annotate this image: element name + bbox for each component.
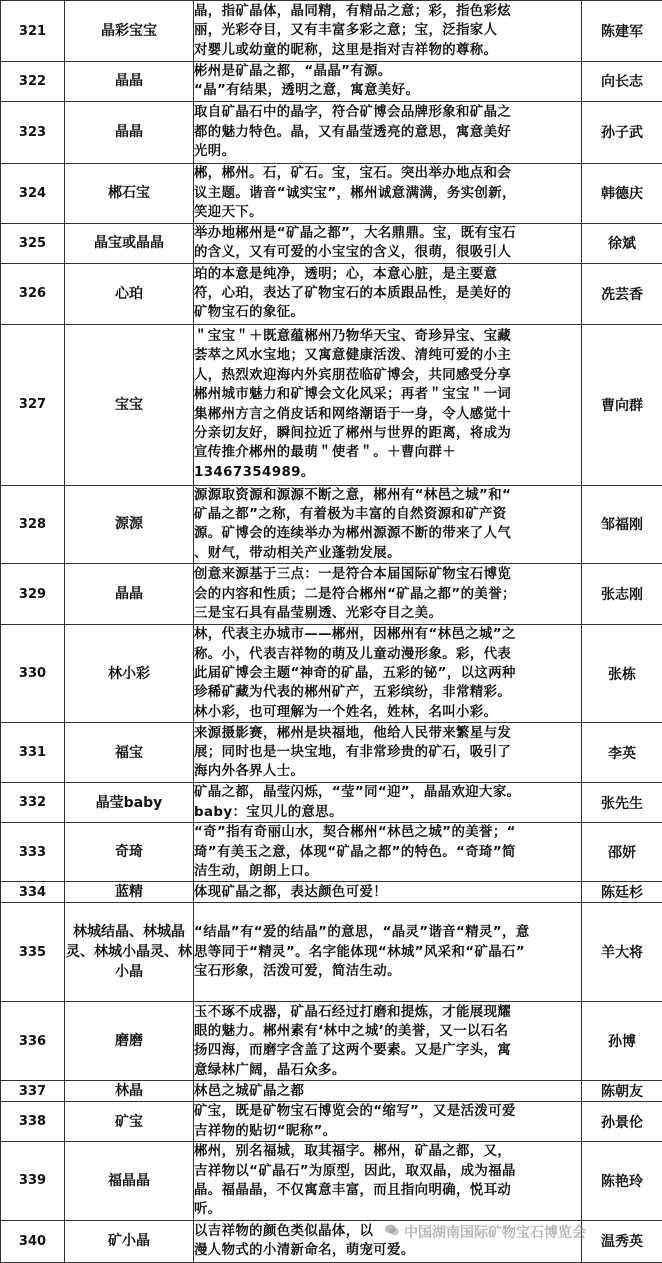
description-line: 海内外各界人士。 [194, 762, 581, 781]
mascot-name: 奇琦 [65, 823, 194, 882]
description-line: 矿宝，既是矿物宝石博览会的“缩写”，又是活泼可爱 [194, 1102, 581, 1121]
watermark-text: 中国湖南国际矿物宝石博览会 [404, 1222, 586, 1242]
description-line: 符，心珀，表达了矿物宝石的本质跟品性，是美好的 [194, 284, 581, 303]
author-name: 陈艳玲 [582, 1142, 662, 1221]
description-line: “晶”有结果，透明之意，寓意美好。 [194, 81, 581, 100]
mascot-name: 林小彩 [65, 625, 194, 723]
name-description [194, 625, 582, 723]
description-line: 取自矿晶石中的晶字，符合矿博会品牌形象和矿晶之 [194, 103, 581, 122]
description-line: 举办地郴州是“矿晶之都”，大名鼎鼎。宝，既有宝石 [194, 224, 581, 243]
entry-number: 323 [1, 101, 65, 163]
author-name: 邵妍 [582, 823, 662, 882]
description-line: 、财气，带动相关产业蓬勃发展。 [194, 544, 581, 563]
author-name: 孙博 [582, 1002, 662, 1081]
description-line: 意绿林广阔，晶石众多。 [194, 1061, 581, 1080]
author-name: 陈建军 [582, 1, 662, 62]
description-line: 玉不琢不成器，矿晶石经过打磨和提炼，才能展现耀 [194, 1003, 581, 1022]
description-line: 此届矿博会主题“神奇的矿晶，五彩的铋”，以这两种 [194, 664, 581, 683]
description-line: 林邑之城矿晶之都 [194, 1082, 581, 1101]
description-line: 体现矿晶之都，表达颜色可爱！ [194, 883, 581, 902]
author-name: 陈朝友 [582, 1081, 662, 1102]
description-line: 源源取资源和源源不断之意，郴州有“林邑之城”和“ [194, 486, 581, 505]
name-description [194, 263, 582, 324]
mascot-name: 郴石宝 [65, 163, 194, 223]
name-description [194, 882, 582, 903]
mascot-name: 宝宝 [65, 324, 194, 485]
table-row [1, 223, 662, 263]
description-line: 议主题。谐音“诚实宝”，郴州诚意满满，务实创新， [194, 184, 581, 203]
name-description [194, 903, 582, 1002]
description-line: 荟萃之风水宝地；又寓意健康活泼、清纯可爱的小主 [194, 346, 581, 365]
description-line: 光明。 [194, 142, 581, 161]
name-description [194, 101, 582, 163]
entry-number: 321 [1, 1, 65, 62]
table-row [1, 823, 662, 882]
mascot-name: 磨磨 [65, 1002, 194, 1081]
table-row [1, 783, 662, 823]
description-line: 三是宝石具有晶莹剔透、光彩夺目之美。 [194, 604, 581, 623]
entry-number: 334 [1, 882, 65, 903]
description-line: 郴州城市魅力和矿博会文化风采；再者＂宝宝＂一词 [194, 385, 581, 404]
description-line: 洁生动，朗朗上口。 [194, 862, 581, 881]
description-line: 都的魅力特色。晶，又有晶莹透亮的意思，寓意美好 [194, 123, 581, 142]
author-name: 向长志 [582, 62, 662, 102]
table-row [1, 1142, 662, 1221]
name-description [194, 783, 582, 823]
entry-number: 339 [1, 1142, 65, 1221]
entry-number: 322 [1, 62, 65, 102]
entry-number: 332 [1, 783, 65, 823]
table-row [1, 625, 662, 723]
mascot-name: 晶莹baby [65, 783, 194, 823]
entry-number: 328 [1, 485, 65, 564]
table-row [1, 163, 662, 223]
name-description [194, 564, 582, 625]
description-line: “奇”指有奇丽山水，契合郴州“林邑之城”的美誉；“ [194, 823, 581, 842]
mascot-name: 矿宝 [65, 1102, 194, 1142]
description-line: 扬四海，而磨字含盖了这两个要素。又是广字头，寓 [194, 1041, 581, 1060]
author-name: 张志刚 [582, 564, 662, 625]
description-line: 会的内容和性质；二是符合郴州“矿晶之都”的美誉； [194, 585, 581, 604]
wechat-icon [384, 1222, 400, 1238]
mascot-name: 福晶晶 [65, 1142, 194, 1221]
description-line: 丽，光彩夺目，又有丰富多彩之意；宝，泛指家人 [194, 21, 581, 40]
description-line: 宝石形象，活泼可爱，简洁生动。 [194, 962, 581, 981]
name-description [194, 1142, 582, 1221]
description-line: 珍稀矿藏为代表的郴州矿产，五彩缤纷，非常精彩。 [194, 683, 581, 702]
author-name: 孙子武 [582, 101, 662, 163]
description-line: 分亲切友好，瞬间拉近了郴州与世界的距离，将成为 [194, 424, 581, 443]
mascot-name: 晶晶 [65, 564, 194, 625]
entry-number: 338 [1, 1102, 65, 1142]
entry-number: 329 [1, 564, 65, 625]
author-name: 张栋 [582, 625, 662, 723]
description-line: “结晶”有“爱的结晶”的意思，“晶灵”谐音“精灵”，意 [194, 923, 581, 942]
name-description [194, 223, 582, 263]
table-row [1, 564, 662, 625]
table-row [1, 485, 662, 564]
description-line: 对婴儿或幼童的昵称，这里是指对吉祥物的尊称。 [194, 41, 581, 60]
mascot-name: 心珀 [65, 263, 194, 324]
name-description [194, 1102, 582, 1142]
author-name: 陈廷杉 [582, 882, 662, 903]
description-line: 眼的魅力。郴州素有‘林中之城’的美誉，又一以石名 [194, 1022, 581, 1041]
table-row [1, 62, 662, 102]
author-name: 徐斌 [582, 223, 662, 263]
name-description [194, 723, 582, 783]
description-line: 琦”有美玉之意，体现“矿晶之都”的特色。“奇琦”简 [194, 843, 581, 862]
name-description [194, 163, 582, 223]
name-description [194, 1002, 582, 1081]
table-row [1, 1081, 662, 1102]
author-name: 韩德庆 [582, 163, 662, 223]
table-row [1, 903, 662, 1002]
name-description [194, 823, 582, 882]
description-line: 林小彩，也可理解为一个姓名，姓林，名叫小彩。 [194, 703, 581, 722]
table-row [1, 1002, 662, 1081]
table-row [1, 723, 662, 783]
mascot-name: 矿小晶 [65, 1220, 194, 1262]
mascot-name: 林晶 [65, 1081, 194, 1102]
entry-number: 335 [1, 903, 65, 1002]
table-row [1, 101, 662, 163]
description-line: 晶，指矿晶体，晶同精，有精品之意；彩，指色彩炫 [194, 2, 581, 21]
table-row [1, 882, 662, 903]
entry-number: 337 [1, 1081, 65, 1102]
author-name: 李英 [582, 723, 662, 783]
description-line: 矿晶之都”之称，有着极为丰富的自然资源和矿产资 [194, 505, 581, 524]
description-line: 来源摄影赛，郴州是块福地，他给人民带来繁星与发 [194, 724, 581, 743]
mascot-name: 林城结晶、林城晶灵、林城小晶灵、林小晶 [65, 903, 194, 1002]
description-line: ＂宝宝＂＋既意蕴郴州乃物华天宝、奇珍异宝、宝藏 [194, 327, 581, 346]
description-line: 宣传推介郴州的最萌＂使者＂。＋曹向群＋ [194, 443, 581, 462]
entry-number: 324 [1, 163, 65, 223]
entry-number: 326 [1, 263, 65, 324]
name-description [194, 1, 582, 62]
mascot-name: 福宝 [65, 723, 194, 783]
description-line: 林，代表主办城市——郴州，因郴州有“林邑之城”之 [194, 625, 581, 644]
description-line: 郴，郴州。石，矿石。宝，宝石。突出举办地点和会 [194, 164, 581, 183]
author-name: 张先生 [582, 783, 662, 823]
author-name: 曹向群 [582, 324, 662, 485]
name-description [194, 324, 582, 485]
author-name: 冼芸香 [582, 263, 662, 324]
entry-number: 336 [1, 1002, 65, 1081]
description-line: 矿物宝石的象征。 [194, 303, 581, 322]
mascot-name: 晶晶 [65, 62, 194, 102]
description-line: 人，热烈欢迎海内外宾朋莅临矿博会，共同感受分享 [194, 366, 581, 385]
name-description [194, 485, 582, 564]
mascot-name: 晶宝或晶晶 [65, 223, 194, 263]
description-line: 以吉祥物的颜色类似晶体，以 [194, 1222, 581, 1241]
table-body [1, 1, 662, 1263]
description-line: 的含义，又有可爱的小宝宝的含义，很萌，很吸引人 [194, 243, 581, 262]
description-line: 郴州，别名福城，取其福字。郴州，矿晶之都，又， [194, 1142, 581, 1161]
description-line: 彬州是矿晶之都，“晶晶”有源。 [194, 62, 581, 81]
author-name: 温秀英 [582, 1220, 662, 1262]
table-row [1, 324, 662, 485]
description-line: 集郴州方言之俏皮话和网络潮语于一身，令人感觉十 [194, 405, 581, 424]
description-line: 13467354989。 [194, 463, 581, 482]
description-line: 创意来源基于三点：一是符合本届国际矿物宝石博览 [194, 565, 581, 584]
description-line: baby：宝贝儿的意思。 [194, 803, 581, 822]
author-name: 邹福刚 [582, 485, 662, 564]
entry-number: 340 [1, 1220, 65, 1262]
entry-number: 330 [1, 625, 65, 723]
entry-number: 327 [1, 324, 65, 485]
mascot-name: 源源 [65, 485, 194, 564]
description-line: 笑迎天下。 [194, 203, 581, 222]
table-row [1, 1102, 662, 1142]
table-row [1, 1, 662, 62]
description-line: 漫人物式的小清新命名，萌宠可爱。 [194, 1241, 581, 1260]
name-description [194, 62, 582, 102]
description-line: 听。 [194, 1200, 581, 1219]
mascot-name: 蓝精 [65, 882, 194, 903]
name-description [194, 1081, 582, 1102]
mascot-name: 晶晶 [65, 101, 194, 163]
description-line: 珀的本意是纯净，透明；心，本意心脏，是主要意 [194, 265, 581, 284]
description-line: 晶。福晶晶，不仅寓意丰富，而且指向明确，悦耳动 [194, 1181, 581, 1200]
description-line: 源。矿博会的连续举办为郴州源源不断的带来了人气 [194, 524, 581, 543]
description-line: 称。小，代表吉祥物的萌及儿童动漫形象。彩，代表 [194, 645, 581, 664]
entry-number: 325 [1, 223, 65, 263]
entry-number: 331 [1, 723, 65, 783]
entry-number: 333 [1, 823, 65, 882]
table-row [1, 263, 662, 324]
description-line: 矿晶之都，晶莹闪烁，“莹”同“迎”，晶晶欢迎大家。 [194, 783, 581, 802]
description-line: 吉祥物的贴切“昵称”。 [194, 1122, 581, 1141]
author-name: 孙景伦 [582, 1102, 662, 1142]
author-name: 羊大将 [582, 903, 662, 1002]
description-line: 吉祥物以“矿晶石”为原型，因此，取双晶，成为福晶 [194, 1162, 581, 1181]
description-line: 展；同时也是一块宝地，有非常珍贵的矿石，吸引了 [194, 743, 581, 762]
mascot-name: 晶彩宝宝 [65, 1, 194, 62]
description-line: 思等同于“精灵”。名字能体现“林城”风采和“矿晶石” [194, 943, 581, 962]
